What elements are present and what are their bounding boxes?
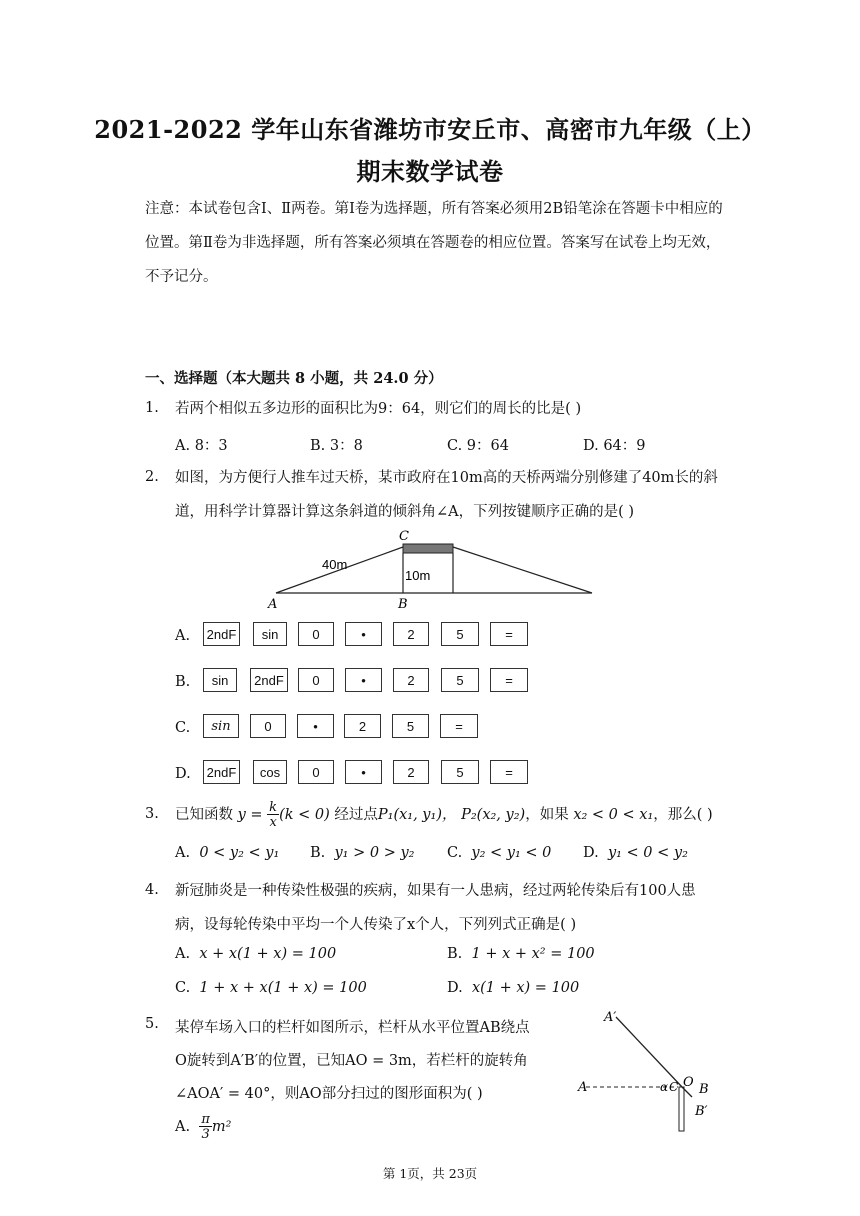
calculator-key: 5: [441, 668, 479, 692]
calculator-key: sin: [203, 714, 239, 738]
option-d: D. y₁ < 0 < y₂: [583, 845, 688, 861]
calculator-key: sin: [253, 622, 287, 646]
option-b: B. 3：8: [310, 438, 363, 454]
post: [679, 1087, 684, 1131]
label-b: B: [699, 1082, 709, 1097]
question-line-2: O旋转到A′B′的位置，已知AO = 3m，若栏杆的旋转角: [175, 1053, 528, 1069]
calculator-key: 0: [250, 714, 286, 738]
calculator-key: •: [297, 714, 334, 738]
rotated-bar: [616, 1017, 682, 1087]
label-o: O: [683, 1075, 694, 1090]
calculator-key: =: [490, 622, 528, 646]
title-line-2: 期末数学试卷: [356, 157, 504, 186]
option-a: A. $\frac{\pi}{3}$ m²: [175, 1112, 232, 1142]
calculator-key: 2: [344, 714, 381, 738]
option-c: C. 1 + x + x(1 + x) = 100: [175, 980, 367, 996]
calculator-key: 5: [441, 760, 479, 784]
calculator-key: =: [490, 668, 528, 692]
question-number: 2.: [145, 469, 159, 485]
label-10m: 10m: [405, 568, 431, 583]
option-d: D. x(1 + x) = 100: [447, 980, 580, 996]
calculator-key: •: [345, 760, 382, 784]
option-label: C.: [175, 720, 191, 736]
question-line-3: ∠AOA′ = 40°，则AO部分扫过的图形面积为( ): [175, 1086, 483, 1102]
calculator-key: •: [345, 668, 382, 692]
calculator-key: cos: [253, 760, 287, 784]
calculator-key: 5: [392, 714, 429, 738]
question-text: 如图，为方便行人推车过天桥，某市政府在10m高的天桥两端分别修建了40m长的斜道，用科学计算器计算这条斜道的倾斜角∠A，下列按键顺序正确的是( ): [175, 470, 718, 520]
calculator-key: =: [490, 760, 528, 784]
calculator-key: 0: [298, 622, 334, 646]
question-number: 5.: [145, 1016, 159, 1032]
option-c: C. y₂ < y₁ < 0: [447, 845, 552, 861]
option-label: D.: [175, 766, 191, 782]
label-c: C: [399, 529, 409, 544]
section-heading: 一、选择题（本大题共 8 小题，共 24.0 分）: [145, 370, 443, 387]
title-line-1: 2021-2022 学年山东省潍坊市安丘市、高密市九年级（上）: [94, 115, 766, 144]
question-line-1: 某停车场入口的栏杆如图所示，栏杆从水平位置AB绕点: [175, 1020, 530, 1036]
key-sequence-row: [175, 714, 535, 742]
key-sequence-row: [175, 760, 535, 788]
barrier-figure: [572, 1005, 722, 1135]
calculator-key: 2ndF: [203, 760, 240, 784]
calculator-key: 2: [393, 760, 429, 784]
key-sequence-row: [175, 622, 535, 650]
label-a: A: [268, 597, 278, 612]
option-a: A. 8：3: [175, 438, 228, 454]
calculator-key: 5: [441, 622, 479, 646]
calculator-key: 0: [298, 760, 334, 784]
option-label: A.: [175, 628, 191, 644]
question-number: 1.: [145, 400, 159, 416]
label-b: B: [398, 597, 408, 612]
label-b-prime: B′: [695, 1104, 708, 1119]
calculator-key: 2ndF: [203, 622, 240, 646]
key-sequence-row: [175, 668, 535, 696]
page-footer: 第 1页，共 23页: [382, 1166, 478, 1181]
question-text: 已知函数 y = $\frac{k}{x}$ (k < 0) 经过点P₁(x₁, y₁)， P₂(x₂, y₂)，如果 x₂ < 0 < x₁，那么( ): [175, 800, 713, 830]
question-number: 3.: [145, 806, 159, 822]
calculator-key: sin: [203, 668, 237, 692]
question-text: 若两个相似五多边形的面积比为9：64，则它们的周长的比是( ): [175, 401, 582, 417]
calculator-key: 2: [393, 622, 429, 646]
label-40m: 40m: [322, 557, 348, 572]
calculator-key: •: [345, 622, 382, 646]
question-text: 新冠肺炎是一种传染性极强的疾病，如果有一人患病，经过两轮传染后有100人患病，设每轮传染中平均一个人传染了x个人，下列列式正确是( ): [175, 883, 696, 933]
question-number: 4.: [145, 882, 159, 898]
calculator-key: 0: [298, 668, 334, 692]
label-a: A: [578, 1080, 588, 1095]
label-a-prime: A′: [604, 1010, 617, 1025]
calculator-key: 2: [393, 668, 429, 692]
calculator-key: =: [440, 714, 478, 738]
label-alpha: α: [660, 1080, 669, 1094]
option-b: B. y₁ > 0 > y₂: [310, 845, 415, 861]
bridge-figure: [262, 527, 597, 615]
option-a: A. 0 < y₂ < y₁: [175, 845, 280, 861]
label-c: C: [669, 1080, 679, 1094]
option-d: D. 64：9: [583, 438, 646, 454]
option-a: A. x + x(1 + x) = 100: [175, 946, 337, 962]
right-ramp: [453, 547, 592, 593]
calculator-key: 2ndF: [250, 668, 288, 692]
option-b: B. 1 + x + x² = 100: [447, 946, 595, 962]
option-c: C. 9：64: [447, 438, 509, 454]
notice: 注意：本试卷包含Ⅰ、Ⅱ两卷。第Ⅰ卷为选择题，所有答案必须用2B铅笔涂在答题卡中相应的位置。第Ⅱ卷为非选择题，所有答案必须填在答题卷的相应位置。答案写在试卷上均无效，不予记分。: [145, 201, 723, 285]
option-label: B.: [175, 674, 191, 690]
bridge-deck: [403, 544, 453, 553]
